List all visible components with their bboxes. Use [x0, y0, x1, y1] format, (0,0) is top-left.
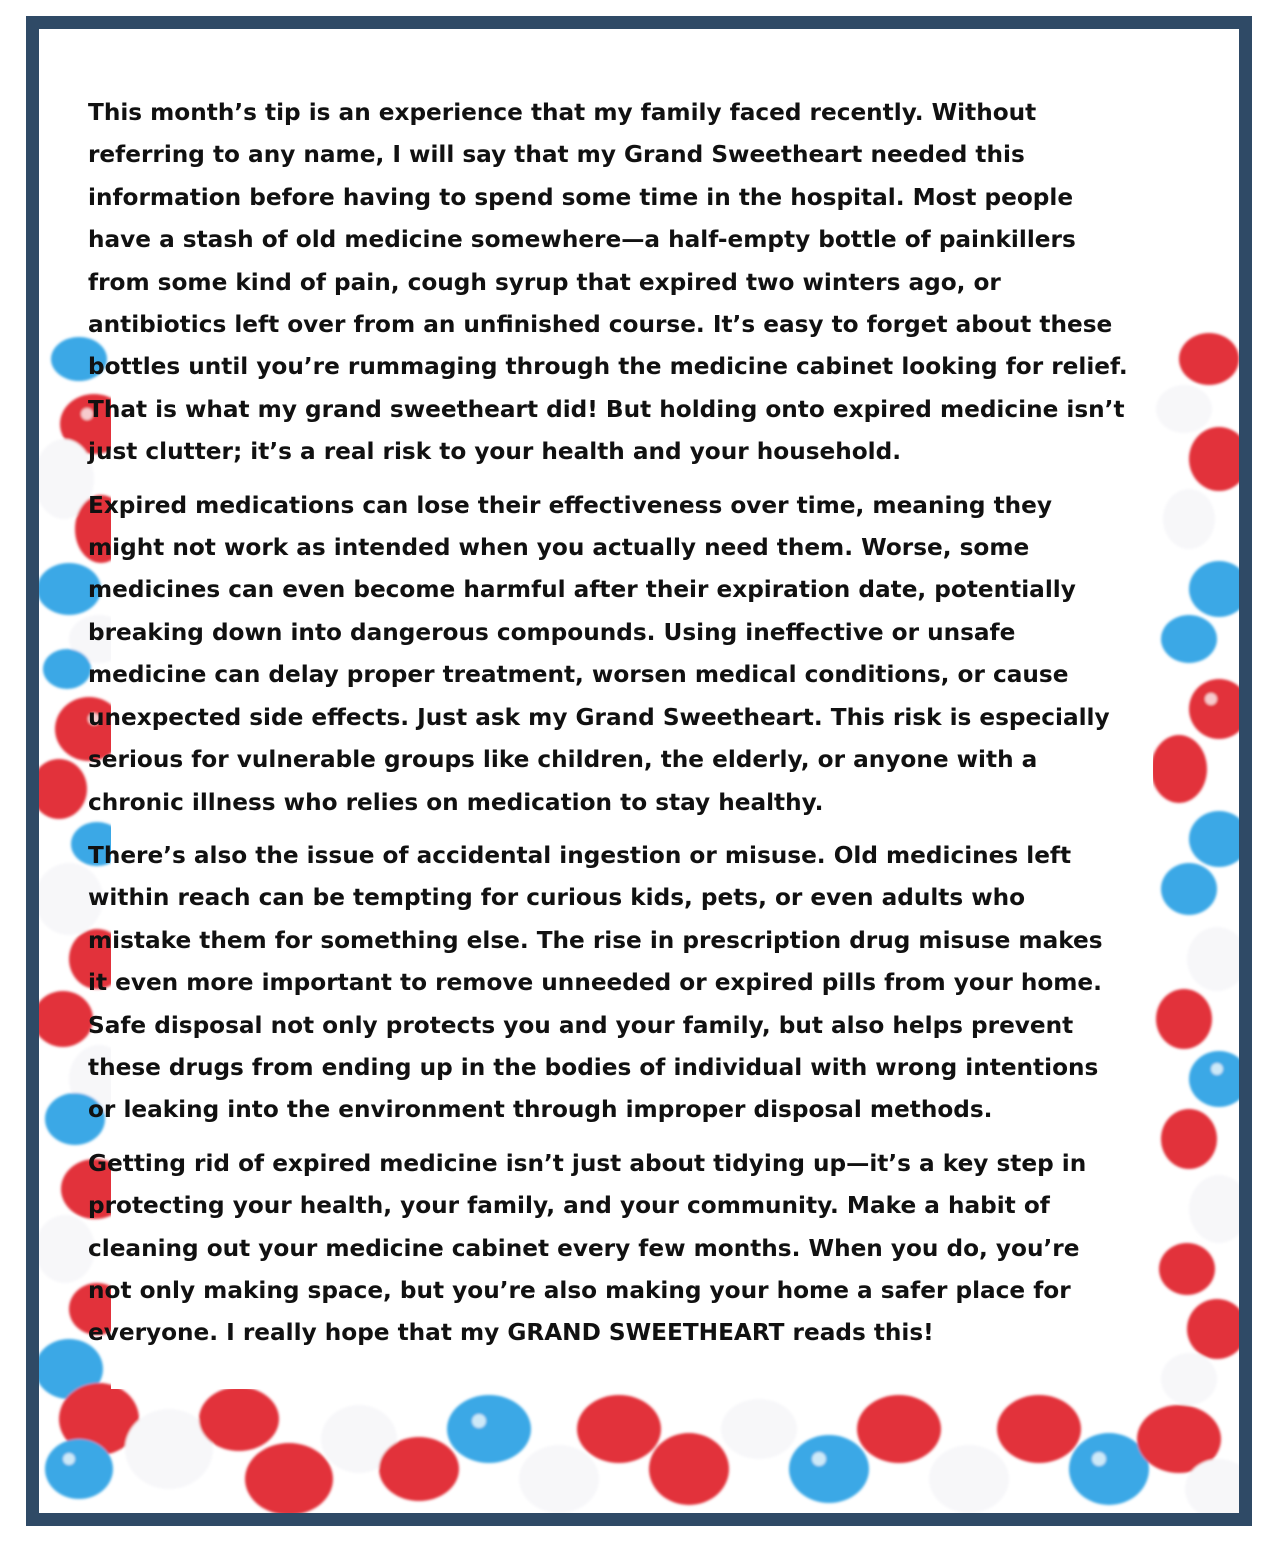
paragraph-2: Expired medications can lose their effectiveness over time, meaning they might not work as intended when you actually need them. Worse, some medicines can even become harmful after their expiration date, potentially breaking down into dangerous compounds. Using ineffective or unsafe medicine can delay proper treatment, worsen medical conditions, or cause unexpected side effects. Just ask my Grand Sweetheart. This risk is especially serious for vulnerable groups like children, the elderly, or anyone with a chronic illness who relies on medication to stay healthy.: [88, 491, 1110, 816]
article-body: [88, 92, 1128, 1366]
pill-cluster-bottom: [45, 1383, 1239, 1513]
paragraph-1: This month’s tip is an experience that my family faced recently. Without referring to any name, I will say that my Grand Sweetheart needed this information before having to spend some time in the hospital. Most people have a stash of old medicine somewhere—a half-empty bottle of painkillers from some kind of pain, cough syrup that expired two winters ago, or antibiotics left over from an unfinished course. It’s easy to forget about these bottles until you’re rummaging through the medicine cabinet looking for relief. That is what my grand sweetheart did! But holding onto expired medicine isn’t just clutter; it’s a real risk to your health and your household.: [88, 99, 1128, 466]
paragraph-3: There’s also the issue of accidental ingestion or misuse. Old medicines left within reach can be tempting for curious kids, pets, or even adults who mistake them for something else. The rise in prescription drug misuse makes it even more important to remove unneeded or expired pills from your home. Safe disposal not only protects you and your family, but also helps prevent these drugs from ending up in the bodies of individual with wrong intentions or leaking into the environment through improper disposal methods.: [88, 841, 1103, 1124]
pill-cluster-right: [1151, 333, 1239, 1405]
paragraph-4: Getting rid of expired medicine isn’t just about tidying up—it’s a key step in protecting your health, your family, and your community. Make a habit of cleaning out your medicine cabinet every few months. When you do, you’re not only making space, but you’re also making your home a safer place for everyone. I really hope that my GRAND SWEETHEART reads this!: [88, 1149, 1087, 1347]
